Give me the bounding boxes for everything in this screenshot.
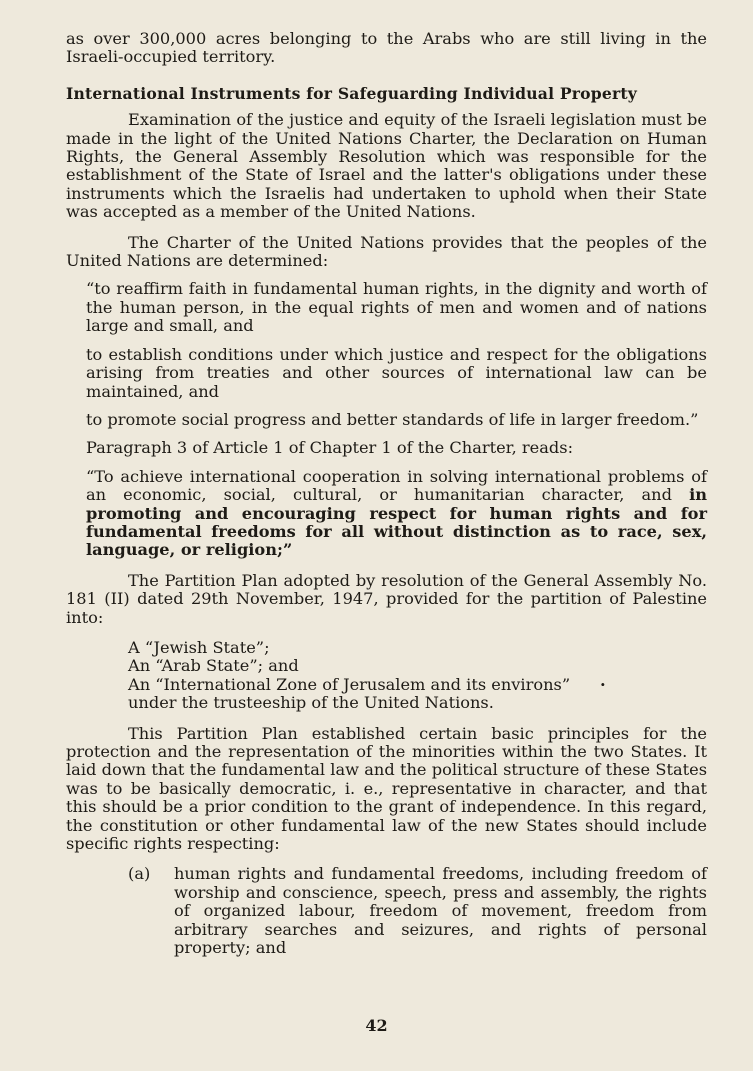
rights-item-marker: (a)	[128, 864, 151, 884]
paragraph-article-reference: Paragraph 3 of Article 1 of Chapter 1 of the Charter, reads:	[86, 438, 574, 458]
state-list-item: under the trusteeship of the United Nations.	[128, 693, 494, 713]
rights-list	[66, 865, 707, 957]
state-list-item: An “Arab State”; and	[128, 656, 299, 676]
quote-reaffirm-faith: “to reaffirm faith in fundamental human rights, in the dignity and worth of the human person, in the equal rights of men and women and of nations large and small, and	[86, 279, 707, 336]
stray-dot-mark: .	[600, 671, 606, 690]
state-list-item: An “International Zone of Jerusalem and its environs”	[128, 674, 571, 694]
intro-text: as over 300,000 acres belonging to the Arabs who are still living in the Israeli-occupied territory.	[66, 29, 707, 67]
quote-establish-conditions: to establish conditions under which justice and respect for the obligations arising from treaties and other sources of international law can be maintained, and	[86, 344, 707, 401]
quote-international-cooperation	[66, 468, 707, 560]
paragraph-examination: Examination of the justice and equity of the Israeli legislation must be made in the light of the United Nations Charter, the Declaration on Human Rights, the General Assembly Resolution which was responsible for the establishment of the State of Israel and the latter's obligations under these instruments which the Israelis had undertaken to uphold when their State was accepted as a member of the United Nations.	[66, 110, 707, 222]
quote-cooperation-bold: in promoting and encouraging respect for human rights and for fundamental freedoms for all without distinction as to race, sex, language, or religion;”	[86, 485, 707, 560]
partition-state-list	[66, 639, 707, 713]
paragraph-principles: This Partition Plan established certain basic principles for the protection and the representation of the minorities within the two States. It laid down that the fundamental law and the political structure of these States was to be basically democratic, i. e., representative in character, and that this should be a prior condition to the grant of independence. In this regard, the constitution or other fundamental law of the new States should include specific rights respecting:	[66, 723, 707, 854]
paragraph-partition-plan: The Partition Plan adopted by resolution of the General Assembly No. 181 (II) dated 29th November, 1947, provided for the partition of Palestine into:	[66, 570, 707, 627]
page-number: 42	[365, 1016, 388, 1035]
state-list-item: A “Jewish State”;	[128, 637, 270, 657]
quote-cooperation-regular: “To achieve international cooperation in solving international problems of an economic, social, cultural, or humanitarian character, and	[86, 466, 707, 505]
quote-social-progress: to promote social progress and better standards of life in larger freedom.”	[86, 409, 699, 429]
paragraph-charter: The Charter of the United Nations provides that the peoples of the United Nations are determined:	[66, 232, 707, 271]
rights-item-text: human rights and fundamental freedoms, including freedom of worship and conscience, speech, press and assembly, the rights of organized labour, freedom of movement, freedom from arbitrary searches and seizures, and rights of personal property; and	[174, 864, 707, 958]
section-heading: International Instruments for Safeguarding Individual Property	[66, 83, 638, 103]
